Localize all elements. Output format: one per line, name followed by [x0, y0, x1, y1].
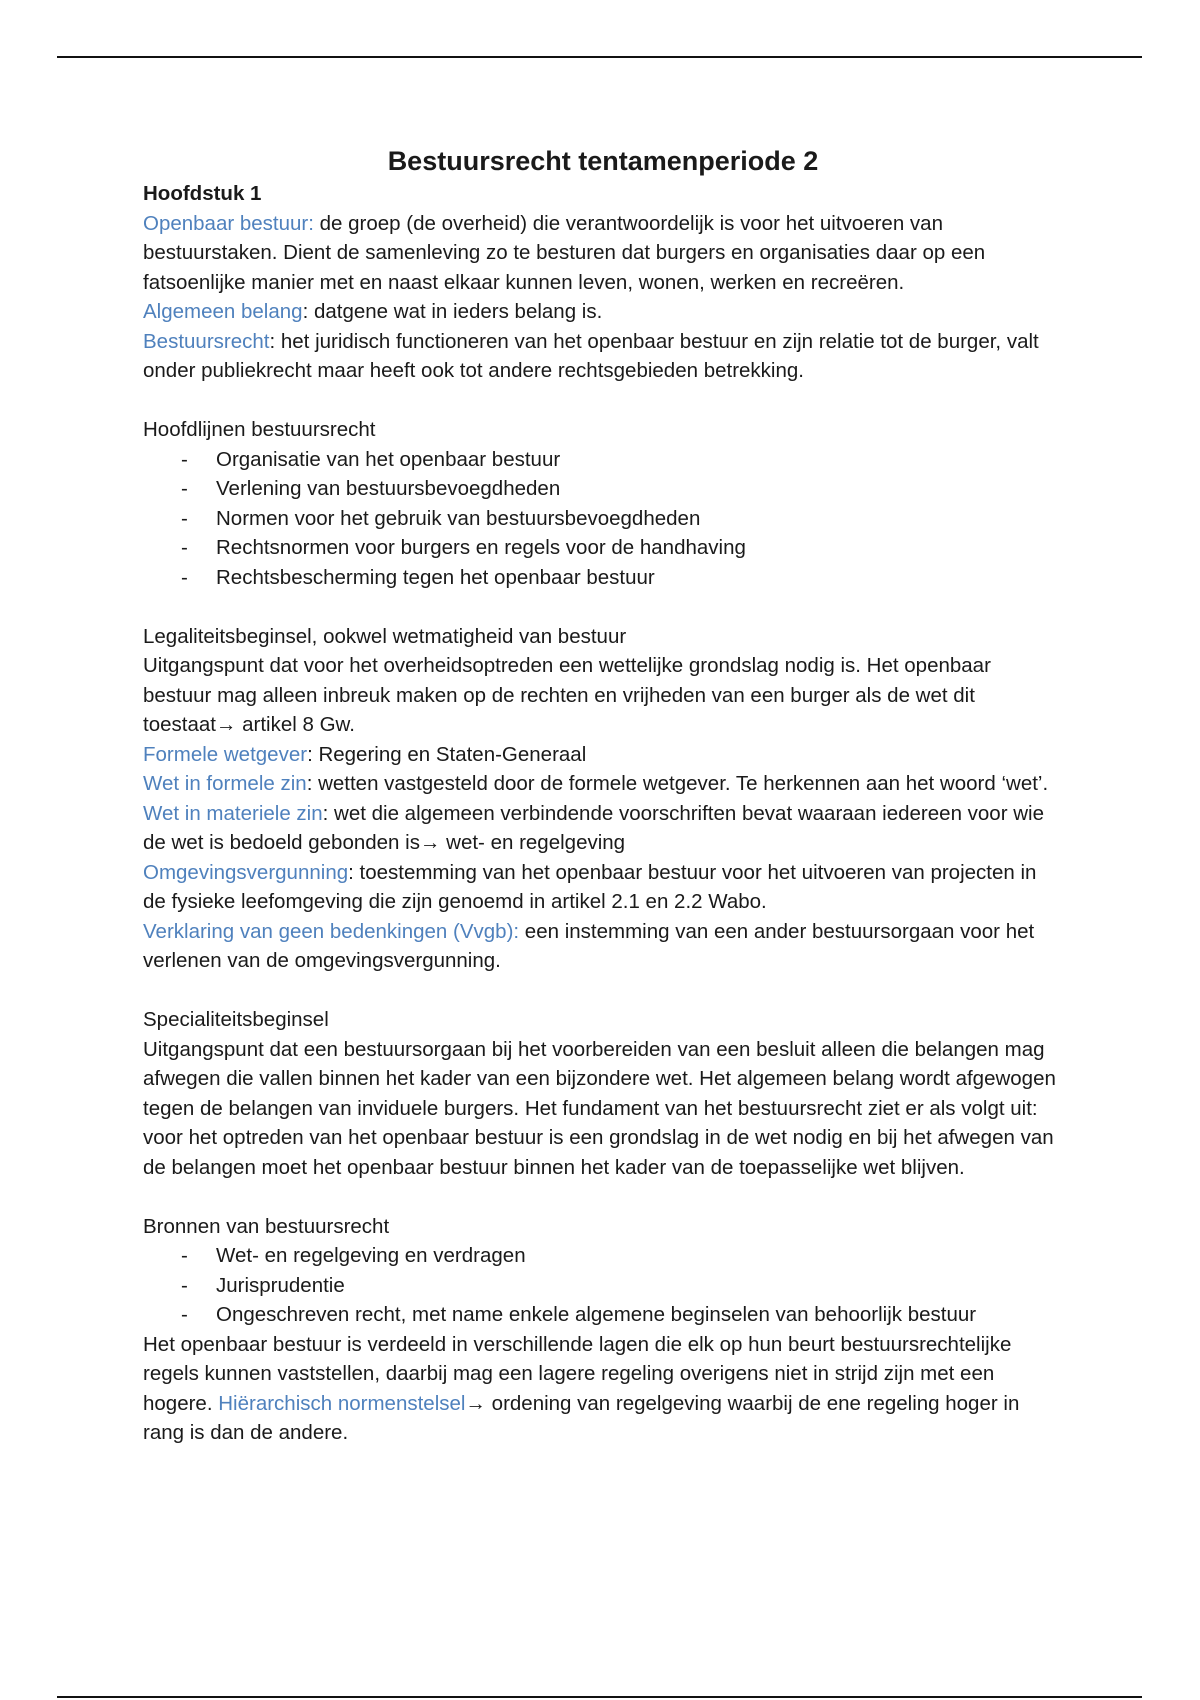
dash-bullet: -: [181, 1244, 188, 1267]
document-title: Bestuursrecht tentamenperiode 2: [387, 146, 819, 176]
definition-text: : wetten vastgesteld door de formele wetgever. Te herkennen aan het woord ‘wet’.: [306, 772, 1049, 795]
definition-text: : het juridisch functioneren van het openbaar bestuur en zijn relatie tot de burger, valt onder publiekrecht maar heeft ook tot andere rechtsgebieden betrekking.: [143, 329, 1039, 382]
section-heading-specialiteit: Specialiteitsbeginsel: [143, 1008, 329, 1031]
dash-bullet: -: [181, 447, 188, 471]
bottom-rule: [57, 1696, 1142, 1698]
legaliteit-text: Uitgangspunt dat voor het overheidsoptreden een wettelijke grondslag nodig is. Het openbaar bestuur mag alleen inbreuk maken op de rechten en vrijheden van een burger als de wet dit toestaat→ artikel 8 Gw.: [143, 654, 991, 736]
term: Bestuursrecht: [143, 329, 270, 353]
list-item: - Ongeschreven recht, met name enkele algemene beginselen van behoorlijk bestuur: [143, 1300, 1063, 1330]
definition-text: : wet die algemeen verbindende voorschriften bevat waaraan iedereen voor wie de wet is bedoeld gebonden is→ wet- en regelgeving: [143, 801, 1044, 854]
definition-vvgb: [143, 917, 1063, 976]
list-item: - Organisatie van het openbaar bestuur: [143, 445, 1063, 475]
term: Omgevingsvergunning: [143, 860, 349, 884]
dash-bullet: -: [181, 536, 188, 559]
top-rule: [57, 56, 1142, 58]
dash-bullet: -: [181, 506, 188, 530]
term: Openbaar bestuur:: [143, 211, 314, 235]
definition-text: : toestemming van het openbaar bestuur voor het uitvoeren van projecten in de fysieke leefomgeving die zijn genoemd in artikel 2.1 en 2.2 Wabo.: [143, 860, 1037, 913]
list-item: - Verlening van bestuursbevoegdheden: [143, 474, 1063, 504]
dash-bullet: -: [181, 1273, 188, 1297]
bronnen-text: Het openbaar bestuur is verdeeld in verschillende lagen die elk op hun beurt bestuursrechtelijke regels kunnen vaststellen, daarbij mag een lagere regeling overigens niet in strijd zijn met een hogere. Hiërarchisch normenstelsel→ ordening van regelgeving waarbij de ene regeling hoger in rang is dan de andere.: [143, 1332, 1020, 1444]
definition-bestuursrecht: [143, 327, 1063, 386]
definition-text: een instemming van een ander bestuursorgaan voor het verlenen van de omgevingsvergunning.: [143, 919, 1035, 972]
hoofdlijnen-list: [143, 445, 1063, 593]
term: Hiërarchisch normenstelsel: [218, 1391, 466, 1415]
specialiteit-text: Uitgangspunt dat een bestuursorgaan bij het voorbereiden van een besluit alleen die belangen mag afwegen die vallen binnen het kader van een bijzondere wet. Het algemeen belang wordt afgewogen tegen de belangen van inviduele burgers. Het fundament van het bestuursrecht ziet er als volgt uit: voor het optreden van het openbaar bestuur is een grondslag in de wet nodig en bij het afwegen van de belangen moet het openbaar bestuur binnen het kader van de toepasselijke wet blijven.: [143, 1037, 1056, 1179]
term: Formele wetgever: [143, 742, 308, 766]
dash-bullet: -: [181, 1303, 188, 1326]
term: Wet in materiele zin: [143, 801, 323, 825]
section-heading-legaliteit: Legaliteitsbeginsel, ookwel wetmatigheid van bestuur: [143, 624, 627, 648]
list-item: - Normen voor het gebruik van bestuursbevoegdheden: [143, 504, 1063, 534]
definition-wet-materiele-zin: [143, 799, 1063, 858]
term: Verklaring van geen bedenkingen (Vvgb):: [143, 919, 520, 943]
term: Wet in formele zin: [143, 772, 307, 795]
document-page: [143, 143, 1063, 1448]
list-item: - Jurisprudentie: [143, 1271, 1063, 1301]
list-item: - Rechtsnormen voor burgers en regels voor de handhaving: [143, 533, 1063, 563]
definition-text: de groep (de overheid) die verantwoordelijk is voor het uitvoeren van bestuurstaken. Dient de samenleving zo te besturen dat burgers en organisaties daar op een fatsoenlijke manier met en naast elkaar kunnen leven, wonen, werken en recreëren.: [143, 211, 986, 294]
chapter-heading: Hoofdstuk 1: [143, 182, 262, 205]
definition-text: : Regering en Staten-Generaal: [307, 742, 587, 766]
definition-algemeen-belang: [143, 297, 1063, 327]
definition-wet-formele-zin: [143, 769, 1063, 799]
section-heading-bronnen: Bronnen van bestuursrecht: [143, 1214, 390, 1238]
section-heading-hoofdlijnen: Hoofdlijnen bestuursrecht: [143, 418, 376, 441]
term: Algemeen belang: [143, 300, 303, 323]
definition-openbaar-bestuur: [143, 209, 1063, 298]
list-item: - Rechtsbescherming tegen het openbaar bestuur: [143, 563, 1063, 593]
definition-formele-wetgever: [143, 740, 1063, 770]
list-item: - Wet- en regelgeving en verdragen: [143, 1241, 1063, 1271]
dash-bullet: -: [181, 565, 188, 589]
dash-bullet: -: [181, 477, 188, 500]
definition-text: : datgene wat in ieders belang is.: [302, 300, 603, 323]
bronnen-list: [143, 1241, 1063, 1330]
definition-omgevingsvergunning: [143, 858, 1063, 917]
